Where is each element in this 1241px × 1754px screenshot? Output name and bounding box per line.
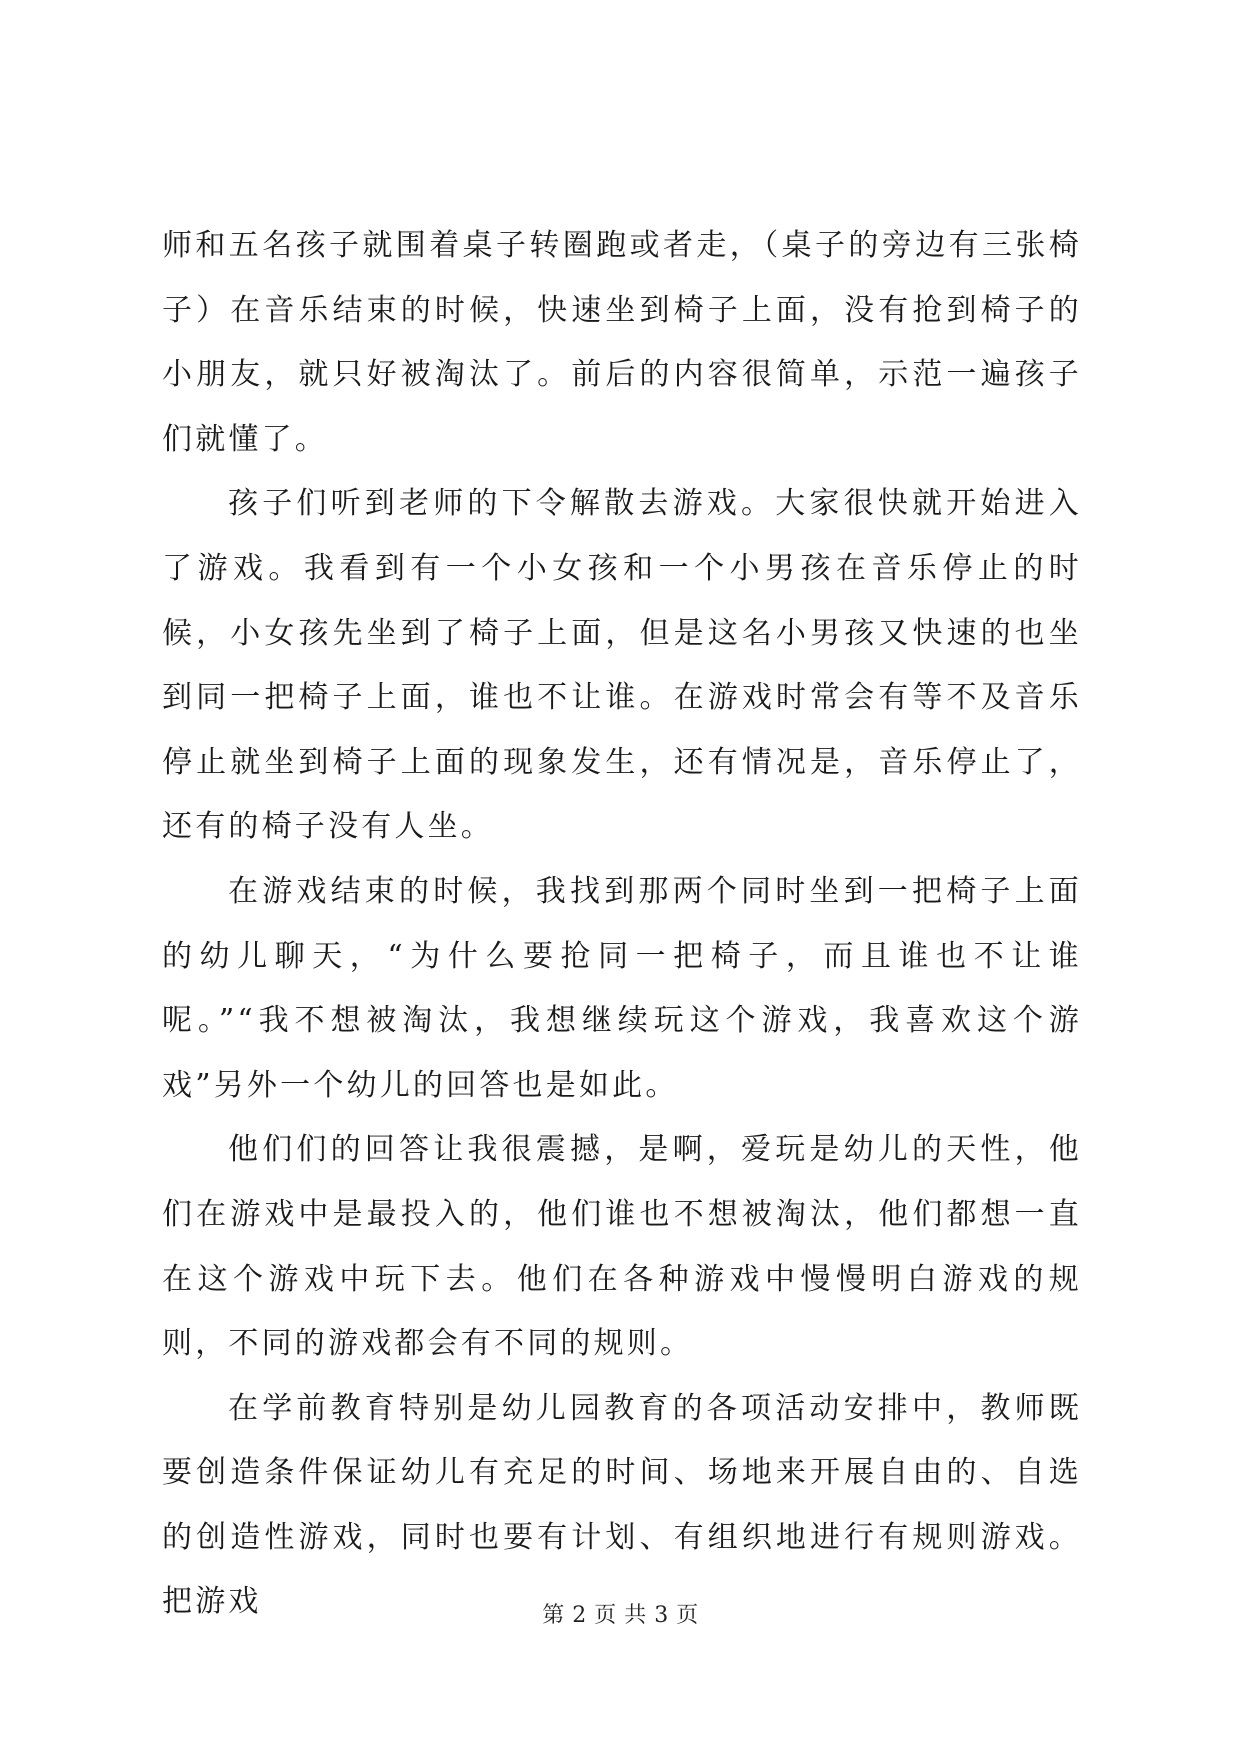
paragraph-continued: 师和五名孩子就围着桌子转圈跑或者走，（桌子的旁边有三张椅子）在音乐结束的时候，快速坐到椅子上面，没有抢到椅子的小朋友，就只好被淘汰了。前后的内容很简单，示范一遍孩子们就懂了。	[162, 228, 1082, 457]
paragraph: 在游戏结束的时候，我找到那两个同时坐到一把椅子上面的幼儿聊天，“为什么要抢同一把椅子，而且谁也不让谁呢。”“我不想被淘汰，我想继续玩这个游戏，我喜欢这个游戏”另外一个幼儿的回答也是如此。	[162, 873, 1082, 1103]
paragraph: 孩子们听到老师的下令解散去游戏。大家很快就开始进入了游戏。我看到有一个小女孩和一个小男孩在音乐停止的时候，小女孩先坐到了椅子上面，但是这名小男孩又快速的也坐到同一把椅子上面，谁也不让谁。在游戏时常会有等不及音乐停止就坐到椅子上面的现象发生，还有情况是，音乐停止了，还有的椅子没有人坐。	[162, 486, 1082, 845]
paragraph: 在学前教育特别是幼儿园教育的各项活动安排中，教师既要创造条件保证幼儿有充足的时间、场地来开展自由的、自选的创造性游戏，同时也要有计划、有组织地进行有规则游戏。把游戏	[162, 1390, 1082, 1620]
document-body	[162, 214, 1082, 1635]
paragraph: 他们们的回答让我很震撼，是啊，爱玩是幼儿的天性，他们在游戏中是最投入的，他们谁也不想被淘汰，他们都想一直在这个游戏中玩下去。他们在各种游戏中慢慢明白游戏的规则，不同的游戏都会有不同的规则。	[162, 1132, 1082, 1362]
page-number-footer: 第 2 页 共 3 页	[542, 1603, 699, 1628]
